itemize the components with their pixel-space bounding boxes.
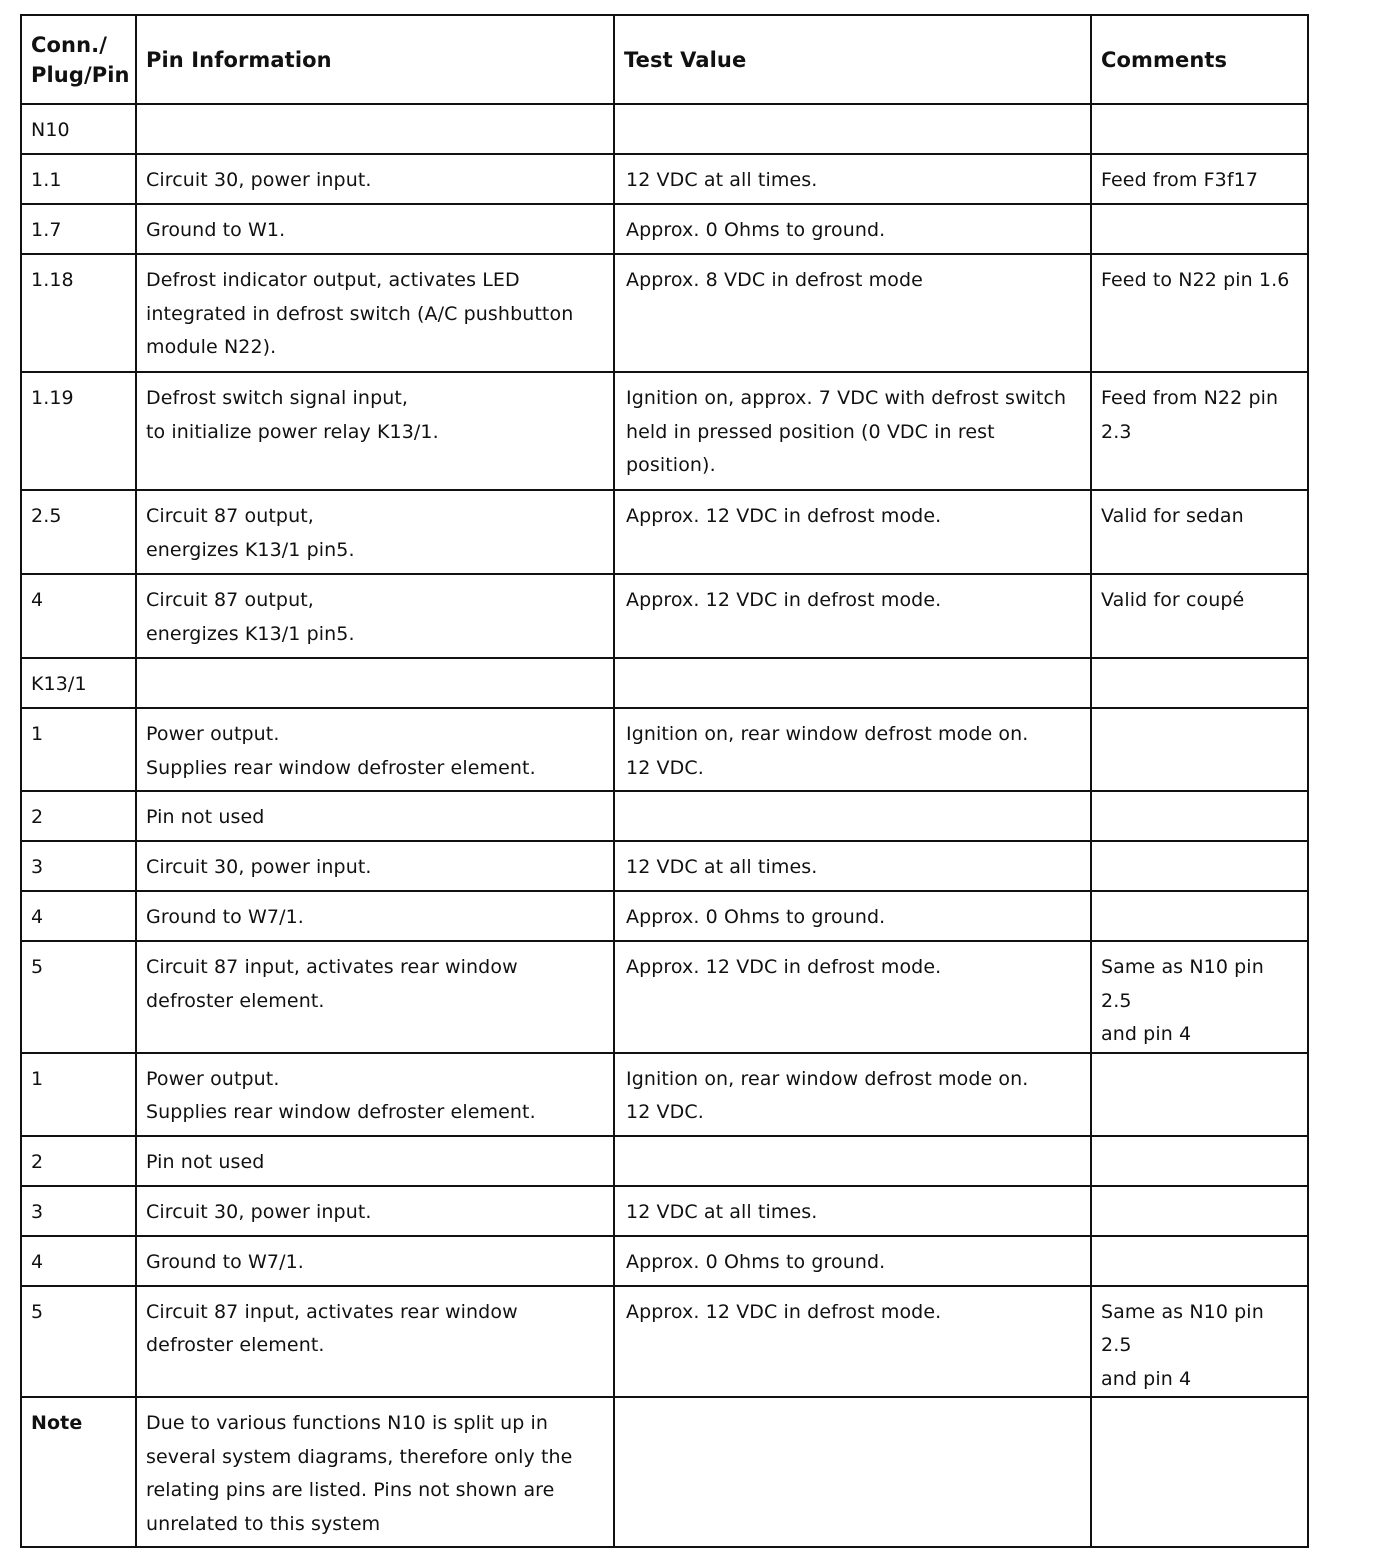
table-row bbox=[21, 204, 1308, 254]
table-row bbox=[21, 708, 1308, 791]
cell-pin-information: Ground to W7/1. bbox=[136, 891, 614, 941]
cell-comments bbox=[1091, 841, 1308, 891]
header-pin-information: Pin Information bbox=[136, 15, 614, 104]
cell-comments bbox=[1091, 1136, 1308, 1186]
cell-comments bbox=[1091, 658, 1308, 708]
cell-comments: Valid for coupé bbox=[1091, 574, 1308, 658]
cell-pin-information: Circuit 87 output, energizes K13/1 pin5. bbox=[136, 574, 614, 658]
cell-test-value: Approx. 12 VDC in defrost mode. bbox=[614, 1286, 1091, 1398]
cell-pin: 1 bbox=[21, 1053, 136, 1136]
table-body bbox=[21, 104, 1308, 1547]
cell-comments bbox=[1091, 1186, 1308, 1236]
cell-test-value: Ignition on, rear window defrost mode on. 12 VDC. bbox=[614, 1053, 1091, 1136]
cell-pin: 1.18 bbox=[21, 254, 136, 372]
cell-comments: Valid for sedan bbox=[1091, 490, 1308, 574]
cell-comments: Feed from N22 pin 2.3 bbox=[1091, 372, 1308, 490]
cell-test-value: 12 VDC at all times. bbox=[614, 1186, 1091, 1236]
table-row bbox=[21, 1053, 1308, 1136]
cell-comments bbox=[1091, 708, 1308, 791]
cell-pin: 1.7 bbox=[21, 204, 136, 254]
cell-comments bbox=[1091, 1053, 1308, 1136]
cell-comments: Feed to N22 pin 1.6 bbox=[1091, 254, 1308, 372]
cell-pin: 4 bbox=[21, 1236, 136, 1286]
header-row bbox=[21, 15, 1308, 104]
cell-comments bbox=[1091, 104, 1308, 154]
table-row bbox=[21, 658, 1308, 708]
cell-pin-information: Circuit 30, power input. bbox=[136, 841, 614, 891]
cell-pin: 4 bbox=[21, 574, 136, 658]
header-test-value: Test Value bbox=[614, 15, 1091, 104]
cell-pin-information: Circuit 87 input, activates rear window defroster element. bbox=[136, 1286, 614, 1398]
cell-pin-information: Pin not used bbox=[136, 791, 614, 841]
cell-test-value: Approx. 0 Ohms to ground. bbox=[614, 1236, 1091, 1286]
cell-test-value bbox=[614, 791, 1091, 841]
cell-pin-information: Circuit 87 input, activates rear window defroster element. bbox=[136, 941, 614, 1053]
cell-pin: 1.1 bbox=[21, 154, 136, 204]
pin-test-table bbox=[20, 14, 1309, 1548]
cell-pin: N10 bbox=[21, 104, 136, 154]
cell-pin-information: Power output. Supplies rear window defroster element. bbox=[136, 1053, 614, 1136]
cell-test-value: Approx. 0 Ohms to ground. bbox=[614, 204, 1091, 254]
cell-pin-information: Ground to W1. bbox=[136, 204, 614, 254]
cell-pin: 5 bbox=[21, 1286, 136, 1398]
cell-pin: 3 bbox=[21, 1186, 136, 1236]
cell-test-value bbox=[614, 1136, 1091, 1186]
cell-comments bbox=[1091, 891, 1308, 941]
cell-comments: Same as N10 pin 2.5 and pin 4 bbox=[1091, 1286, 1308, 1398]
cell-test-value: 12 VDC at all times. bbox=[614, 154, 1091, 204]
cell-comments bbox=[1091, 1236, 1308, 1286]
cell-pin-information: Due to various functions N10 is split up in several system diagrams, therefore only the relating pins are listed. Pins not shown are unrelated to this system bbox=[136, 1397, 614, 1547]
cell-comments: Same as N10 pin 2.5 and pin 4 bbox=[1091, 941, 1308, 1053]
table-row bbox=[21, 1136, 1308, 1186]
table-row bbox=[21, 1186, 1308, 1236]
cell-pin-information: Circuit 30, power input. bbox=[136, 154, 614, 204]
cell-pin: 1 bbox=[21, 708, 136, 791]
table-row bbox=[21, 841, 1308, 891]
cell-pin-information bbox=[136, 104, 614, 154]
cell-test-value bbox=[614, 1397, 1091, 1547]
cell-test-value bbox=[614, 104, 1091, 154]
cell-pin-information: Defrost indicator output, activates LED integrated in defrost switch (A/C pushbutton module N22). bbox=[136, 254, 614, 372]
cell-test-value: Ignition on, rear window defrost mode on. 12 VDC. bbox=[614, 708, 1091, 791]
cell-pin: 2 bbox=[21, 791, 136, 841]
cell-comments bbox=[1091, 204, 1308, 254]
cell-pin: 2.5 bbox=[21, 490, 136, 574]
cell-pin-information: Power output. Supplies rear window defroster element. bbox=[136, 708, 614, 791]
cell-pin: 1.19 bbox=[21, 372, 136, 490]
header-comments: Comments bbox=[1091, 15, 1308, 104]
header-conn-plug-pin: Conn./ Plug/Pin bbox=[21, 15, 136, 104]
cell-pin-information: Pin not used bbox=[136, 1136, 614, 1186]
table-row bbox=[21, 891, 1308, 941]
cell-comments bbox=[1091, 791, 1308, 841]
table-row bbox=[21, 490, 1308, 574]
table-row bbox=[21, 154, 1308, 204]
cell-test-value: Approx. 12 VDC in defrost mode. bbox=[614, 490, 1091, 574]
cell-test-value bbox=[614, 658, 1091, 708]
cell-pin-information: Defrost switch signal input, to initialize power relay K13/1. bbox=[136, 372, 614, 490]
cell-comments: Feed from F3f17 bbox=[1091, 154, 1308, 204]
cell-pin: 3 bbox=[21, 841, 136, 891]
cell-comments bbox=[1091, 1397, 1308, 1547]
table-row bbox=[21, 1286, 1308, 1398]
cell-pin: K13/1 bbox=[21, 658, 136, 708]
cell-test-value: Approx. 12 VDC in defrost mode. bbox=[614, 574, 1091, 658]
table-row bbox=[21, 574, 1308, 658]
cell-pin-information: Circuit 30, power input. bbox=[136, 1186, 614, 1236]
cell-test-value: Approx. 8 VDC in defrost mode bbox=[614, 254, 1091, 372]
cell-test-value: Approx. 12 VDC in defrost mode. bbox=[614, 941, 1091, 1053]
cell-test-value: Approx. 0 Ohms to ground. bbox=[614, 891, 1091, 941]
table-row bbox=[21, 1236, 1308, 1286]
cell-test-value: 12 VDC at all times. bbox=[614, 841, 1091, 891]
cell-pin-information bbox=[136, 658, 614, 708]
table-row bbox=[21, 372, 1308, 490]
cell-pin-information: Ground to W7/1. bbox=[136, 1236, 614, 1286]
cell-pin: Note bbox=[21, 1397, 136, 1547]
table-row bbox=[21, 791, 1308, 841]
cell-pin: 4 bbox=[21, 891, 136, 941]
table-row bbox=[21, 254, 1308, 372]
cell-test-value: Ignition on, approx. 7 VDC with defrost switch held in pressed position (0 VDC in rest position). bbox=[614, 372, 1091, 490]
table-row bbox=[21, 1397, 1308, 1547]
cell-pin: 5 bbox=[21, 941, 136, 1053]
table-row bbox=[21, 941, 1308, 1053]
table-row bbox=[21, 104, 1308, 154]
cell-pin: 2 bbox=[21, 1136, 136, 1186]
cell-pin-information: Circuit 87 output, energizes K13/1 pin5. bbox=[136, 490, 614, 574]
